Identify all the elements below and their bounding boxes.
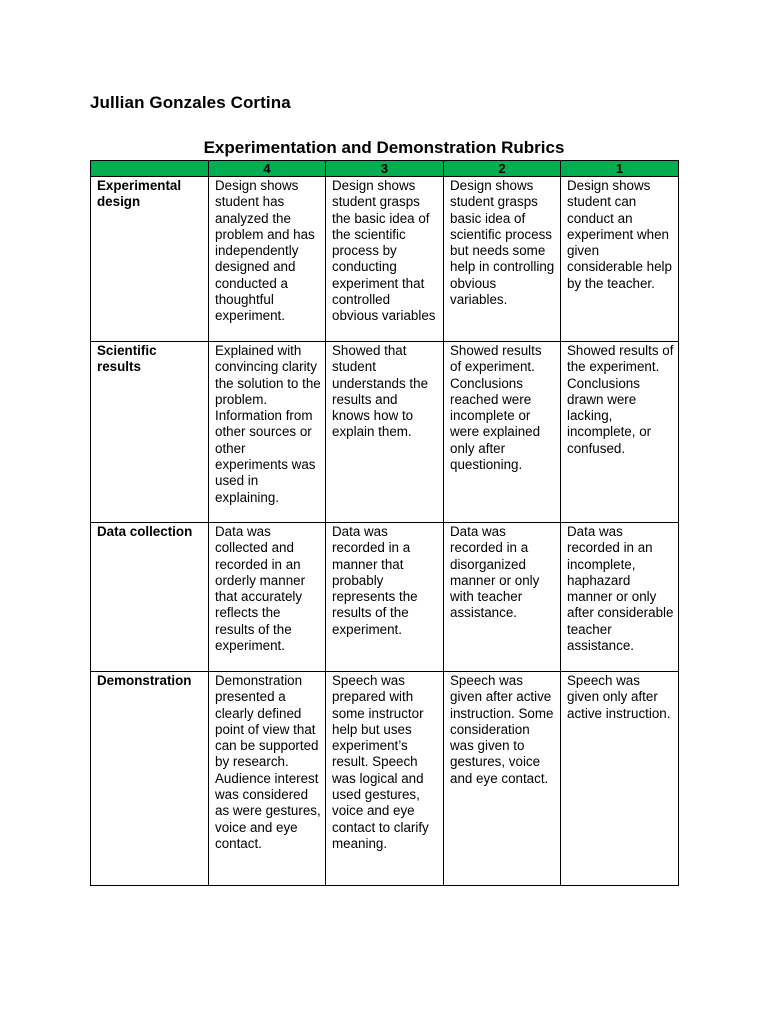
rubric-cell: Data was recorded in a disorganized manner or only with teacher assistance. xyxy=(444,523,561,672)
rubric-cell: Design shows student grasps basic idea of scientific process but needs some help in controlling obvious variables. xyxy=(444,177,561,342)
table-row xyxy=(91,523,679,672)
rubric-cell: Data was collected and recorded in an orderly manner that accurately reflects the results of the experiment. xyxy=(209,523,326,672)
criterion-label: Demonstration xyxy=(91,672,209,886)
rubric-table xyxy=(90,160,679,886)
rubric-cell: Design shows student has analyzed the problem and has independently designed and conducted a thoughtful experiment. xyxy=(209,177,326,342)
score-header-2: 2 xyxy=(444,161,561,177)
rubric-cell: Explained with convincing clarity the solution to the problem. Information from other sources or other experiments was used in explaining. xyxy=(209,342,326,523)
criterion-label: Data collection xyxy=(91,523,209,672)
table-row xyxy=(91,672,679,886)
score-header-1: 1 xyxy=(561,161,679,177)
rubric-cell: Data was recorded in an incomplete, haphazard manner or only after considerable teacher assistance. xyxy=(561,523,679,672)
rubric-cell: Demonstration presented a clearly defined point of view that can be supported by research. Audience interest was considered as were gestures, voice and eye contact. xyxy=(209,672,326,886)
criterion-label: Experimental design xyxy=(91,177,209,342)
rubric-cell: Speech was prepared with some instructor help but uses experiment’s result. Speech was logical and used gestures, voice and eye contact to clarify meaning. xyxy=(326,672,444,886)
rubric-cell: Design shows student grasps the basic idea of the scientific process by conducting experiment that controlled obvious variables xyxy=(326,177,444,342)
document-title: Experimentation and Demonstration Rubrics xyxy=(203,138,565,157)
score-header-4: 4 xyxy=(209,161,326,177)
rubric-header-row xyxy=(91,161,679,177)
rubric-cell: Data was recorded in a manner that probably represents the results of the experiment. xyxy=(326,523,444,672)
author-name: Jullian Gonzales Cortina xyxy=(90,93,291,112)
rubric-cell: Showed results of the experiment. Conclusions drawn were lacking, incomplete, or confused. xyxy=(561,342,679,523)
rubric-cell: Showed results of experiment. Conclusions reached were incomplete or were explained only after questioning. xyxy=(444,342,561,523)
rubric-cell: Speech was given only after active instruction. xyxy=(561,672,679,886)
score-header-3: 3 xyxy=(326,161,444,177)
header-corner-cell xyxy=(91,161,209,177)
rubric-cell: Speech was given after active instruction. Some consideration was given to gestures, voice and eye contact. xyxy=(444,672,561,886)
table-row xyxy=(91,342,679,523)
table-row xyxy=(91,177,679,342)
rubric-cell: Design shows student can conduct an experiment when given considerable help by the teacher. xyxy=(561,177,679,342)
criterion-label: Scientific results xyxy=(91,342,209,523)
rubric-cell: Showed that student understands the results and knows how to explain them. xyxy=(326,342,444,523)
